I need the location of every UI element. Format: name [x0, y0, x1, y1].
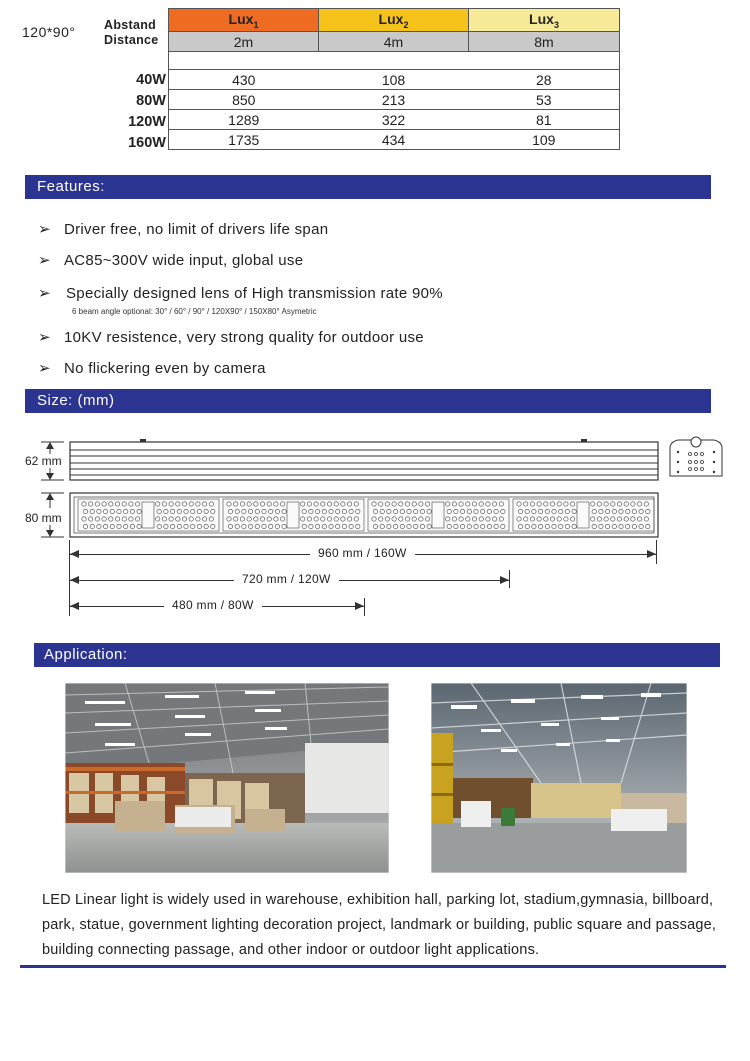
lux-cell: 108 — [319, 70, 469, 90]
beam-angle-note: 6 beam angle optional: 30° / 60° / 90° / 120X90° / 150X80° Asymetric — [72, 307, 317, 316]
lux-header-3: Lux$_3$ — [469, 9, 620, 32]
lux-cell: 1289 — [169, 110, 319, 130]
lux-cell: 430 — [169, 70, 319, 90]
end-cap-drawing — [664, 432, 728, 484]
application-description: LED Linear light is widely used in warehouse, exhibition hall, parking lot, stadium,gymnasia, billboard, park, statue, government lighting decoration project, landmark or building, public square and passage, building connecting passage, and other indoor or outdoor light applications. — [42, 892, 717, 958]
distance-row-label — [104, 18, 159, 48]
length-label-80w: 480 mm / 80W — [164, 598, 262, 612]
lux-cell: 81 — [469, 110, 620, 130]
feature-item: ➢ Specially designed lens of High transmission rate 90% — [38, 285, 443, 302]
lux-cell: 28 — [469, 70, 620, 90]
lux-header-row — [169, 9, 620, 32]
table-row — [169, 90, 620, 110]
length-label-120w: 720 mm / 120W — [234, 572, 339, 586]
feature-item: ➢ AC85~300V wide input, global use — [38, 252, 304, 269]
application-header — [34, 643, 720, 667]
beam-angle: 120*90° — [22, 24, 76, 40]
lux-cell: 322 — [319, 110, 469, 130]
arrow-bullet-icon: ➢ — [38, 329, 51, 346]
ruler-tick — [509, 570, 510, 588]
lux-cell: 850 — [169, 90, 319, 110]
lux-header-1: Lux$_1$ — [169, 9, 319, 32]
table-row — [169, 70, 620, 90]
lux-cell: 109 — [469, 130, 620, 150]
ruler-tick — [364, 598, 365, 616]
lux-cell: 213 — [319, 90, 469, 110]
spacer-row — [169, 52, 620, 70]
front-view-drawing — [36, 490, 662, 540]
footer-divider — [20, 965, 726, 968]
watt-label: 160W — [128, 135, 166, 151]
distance-row — [169, 32, 620, 52]
length-label-160w: 960 mm / 160W — [310, 546, 415, 560]
feature-item: ➢ No flickering even by camera — [38, 360, 266, 377]
distance-cell: 8m — [469, 32, 620, 52]
side-profile-drawing — [36, 436, 662, 486]
warehouse-photo-right — [431, 683, 687, 873]
width-dimension-label: 80 mm — [25, 511, 62, 525]
lux-cell: 434 — [319, 130, 469, 150]
feature-item: ➢ 10KV resistence, very strong quality for outdoor use — [38, 329, 424, 346]
distance-label-de: Abstand — [104, 18, 157, 32]
lux-cell: 53 — [469, 90, 620, 110]
lux-table — [168, 8, 620, 150]
watt-label: 80W — [136, 93, 166, 109]
features-header — [25, 175, 711, 199]
arrow-bullet-icon: ➢ — [38, 252, 51, 269]
table-row — [169, 130, 620, 150]
lux-cell: 1735 — [169, 130, 319, 150]
size-title: Size: (mm) — [37, 392, 115, 409]
arrow-bullet-icon: ➢ — [38, 285, 51, 302]
warehouse-photo-left — [65, 683, 389, 873]
distance-cell: 2m — [169, 32, 319, 52]
arrow-bullet-icon: ➢ — [38, 360, 51, 377]
arrow-bullet-icon: ➢ — [38, 221, 51, 238]
application-title: Application: — [44, 646, 128, 663]
features-title: Features: — [37, 178, 105, 195]
ruler-tick — [656, 540, 657, 564]
size-header — [25, 389, 711, 413]
distance-cell: 4m — [319, 32, 469, 52]
watt-label: 40W — [136, 72, 166, 88]
height-dimension-label: 62 mm — [25, 454, 62, 468]
table-row — [169, 110, 620, 130]
feature-item: ➢ Driver free, no limit of drivers life span — [38, 221, 329, 238]
watt-label: 120W — [128, 114, 166, 130]
distance-label-en: Distance — [104, 33, 159, 47]
lux-header-2: Lux$_2$ — [319, 9, 469, 32]
